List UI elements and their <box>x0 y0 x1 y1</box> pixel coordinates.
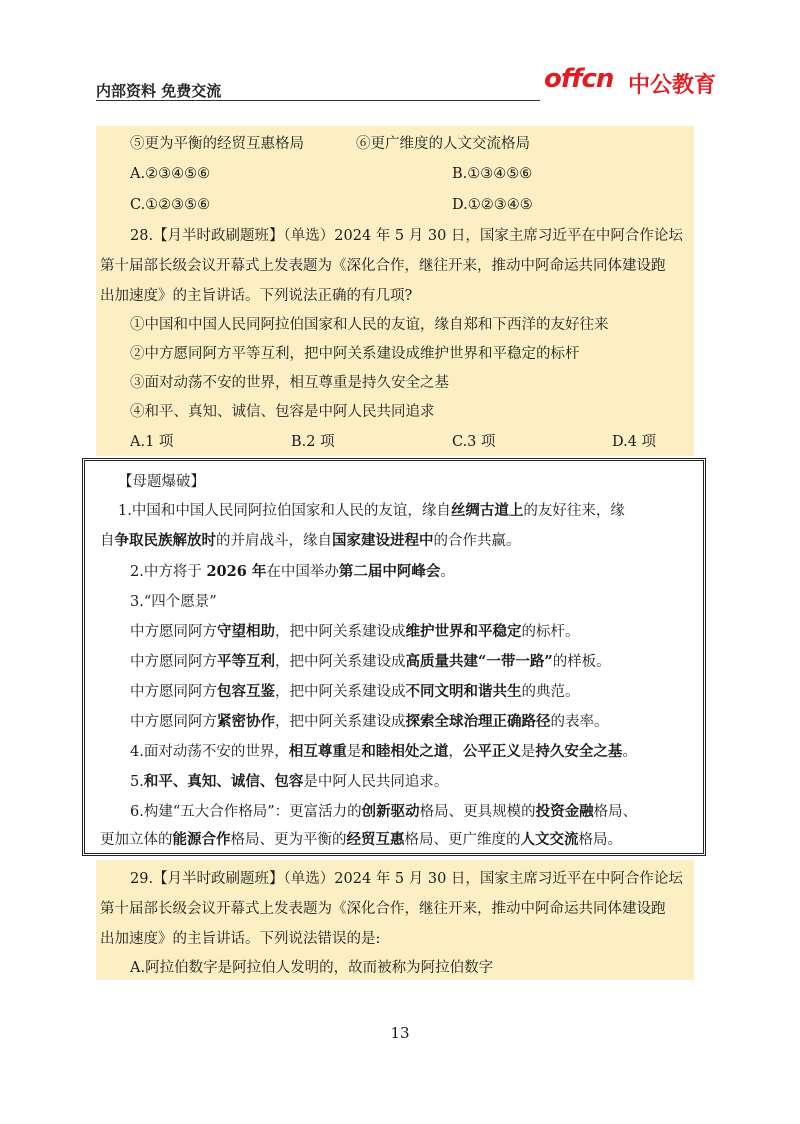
logo-chinese: 中公教育 <box>628 73 717 98</box>
box-point-4 <box>130 742 637 762</box>
text-run: 是 <box>346 744 362 760</box>
text-run: 中方愿同阿方 <box>130 714 217 730</box>
keyword: 守望相助 <box>217 623 275 640</box>
keyword: 2026 年 <box>206 563 267 580</box>
box-point-6-line-1 <box>130 802 637 822</box>
header-rule <box>96 100 540 101</box>
text-run: ，把中阿关系建设成 <box>275 654 406 670</box>
q29-stem-line-2: 第十届部长级会议开幕式上发表题为《深化合作，继往开来，推动中阿命运共同体建设跑 <box>100 901 666 917</box>
text-run: 。 <box>440 564 455 580</box>
text-run: 的标杆。 <box>521 624 580 640</box>
q28-stem-line-3: 出加速度》的主旨讲话。下列说法正确的有几项? <box>100 288 413 304</box>
q27-option-a: A.②③④⑤⑥ <box>130 166 211 182</box>
header-text: 内部资料 免费交流 <box>96 82 222 100</box>
q27-item-5: ⑤更为平衡的经贸互惠格局 <box>130 136 304 152</box>
text-run: 是中阿人民共同追求。 <box>303 774 449 790</box>
box-point-5 <box>130 772 448 792</box>
q28-statement-4: ④和平、真知、诚信、包容是中阿人民共同追求 <box>130 404 435 420</box>
keyword: 第二届中阿峰会 <box>338 563 441 580</box>
q27-option-d: D.①②③④⑤ <box>452 197 533 213</box>
keyword: 公平正义 <box>462 743 521 760</box>
text-run: 格局、更具规模的 <box>419 804 536 820</box>
text-run: 4.面对动荡不安的世界， <box>130 744 289 760</box>
q29-option-a: A.阿拉伯数字是阿拉伯人发明的，故而被称为阿拉伯数字 <box>130 960 494 976</box>
text-run: 的并肩战斗，缘自 <box>216 533 332 549</box>
keyword: 包容互鉴 <box>217 683 275 700</box>
keyword: 探索全球治理正确路径 <box>405 713 551 730</box>
text-run: ，把中阿关系建设成 <box>275 714 406 730</box>
text-run: 格局、更广维度的 <box>404 832 521 848</box>
q28-option-a: A.1 项 <box>130 434 174 450</box>
box-point-2 <box>130 562 455 582</box>
vision-3 <box>130 682 580 702</box>
keyword: 平等互利 <box>217 653 275 670</box>
box-title: 【母题爆破】 <box>118 474 205 490</box>
box-point-6-line-2 <box>100 830 622 850</box>
text-run: 格局、更为平衡的 <box>230 832 347 848</box>
q28-option-b: B.2 项 <box>291 434 335 450</box>
q28-statement-1: ①中国和中国人民同阿拉伯国家和人民的友谊，缘自郑和下西洋的友好往来 <box>130 317 609 333</box>
keyword: 投资金融 <box>535 803 594 820</box>
logo-word: offcn <box>544 64 614 94</box>
q28-stem-line-1: 28.【月半时政刷题班】（单选）2024 年 5 月 30 日，国家主席习近平在中阿合作论坛 <box>130 228 683 244</box>
page-number: 13 <box>390 1024 410 1042</box>
keyword: 能源合作 <box>172 831 231 848</box>
keyword: 维护世界和平稳定 <box>405 623 522 640</box>
keyword: 持久安全之基 <box>535 743 623 760</box>
keyword: 高质量共建“一带一路” <box>405 653 553 670</box>
text-run: 中方愿同阿方 <box>130 684 217 700</box>
q27-option-b: B.①③④⑤⑥ <box>452 166 533 182</box>
keyword: 不同文明和谐共生 <box>405 683 522 700</box>
text-run: 的典范。 <box>521 684 580 700</box>
keyword: 和平、真知、诚信、包容 <box>143 773 304 790</box>
keyword: 丝绸古道上 <box>450 502 524 519</box>
text-run: 。 <box>622 744 637 760</box>
q29-stem-line-1: 29.【月半时政刷题班】（单选）2024 年 5 月 30 日，国家主席习近平在中阿合作论坛 <box>130 871 683 887</box>
text-run: ，把中阿关系建设成 <box>275 624 406 640</box>
box-point-3: 3.“四个愿景” <box>130 594 217 610</box>
q28-stem-line-2: 第十届部长级会议开幕式上发表题为《深化合作，继往开来，推动中阿命运共同体建设跑 <box>100 258 666 274</box>
text-run: 自 <box>100 533 115 549</box>
keyword: 经贸互惠 <box>346 831 405 848</box>
text-run: 格局。 <box>578 832 622 848</box>
keyword: 紧密协作 <box>217 713 275 730</box>
keyword: 人文交流 <box>520 831 579 848</box>
box-point-1-line-2 <box>100 531 521 551</box>
text-run: 是 <box>520 744 536 760</box>
q27-item-6: ⑥更广维度的人文交流格局 <box>356 136 530 152</box>
text-run: 的友好往来，缘 <box>523 503 625 519</box>
vision-1 <box>130 622 580 642</box>
text-run: 5. <box>130 774 144 790</box>
text-run: 中方愿同阿方 <box>130 624 217 640</box>
q28-statement-3: ③面对动荡不安的世界，相互尊重是持久安全之基 <box>130 375 449 391</box>
text-run: 的样板。 <box>552 654 611 670</box>
q28-statement-2: ②中方愿同阿方平等互利，把中阿关系建设成维护世界和平稳定的标杆 <box>130 346 580 362</box>
q28-option-d: D.4 项 <box>612 434 657 450</box>
vision-2 <box>130 652 611 672</box>
text-run: 的合作共赢。 <box>433 533 521 549</box>
keyword: 争取民族解放时 <box>114 532 216 549</box>
text-run: 6.构建“五大合作格局”：更富活力的 <box>130 804 362 820</box>
text-run: 的表率。 <box>550 714 609 730</box>
text-run: 2.中方将于 <box>130 564 207 580</box>
text-run: ，把中阿关系建设成 <box>275 684 406 700</box>
vision-4 <box>130 712 609 732</box>
text-run: 中方愿同阿方 <box>130 654 217 670</box>
q29-stem-line-3: 出加速度》的主旨讲话。下列说法错误的是: <box>100 931 381 947</box>
keyword: 相互尊重 <box>288 743 347 760</box>
keyword: 和睦相处之道 <box>361 743 449 760</box>
text-run: ， <box>448 744 463 760</box>
keyword: 创新驱动 <box>361 803 420 820</box>
text-run: 更加立体的 <box>100 832 173 848</box>
q27-option-c: C.①②③⑤⑥ <box>130 197 211 213</box>
q28-option-c: C.3 项 <box>452 434 496 450</box>
keyword: 国家建设进程中 <box>332 532 434 549</box>
text-run: 格局、 <box>593 804 638 820</box>
text-run: 在中国举办 <box>266 564 339 580</box>
box-point-1-line-1 <box>118 501 625 521</box>
text-run: 1.中国和中国人民同阿拉伯国家和人民的友谊，缘自 <box>118 503 451 519</box>
